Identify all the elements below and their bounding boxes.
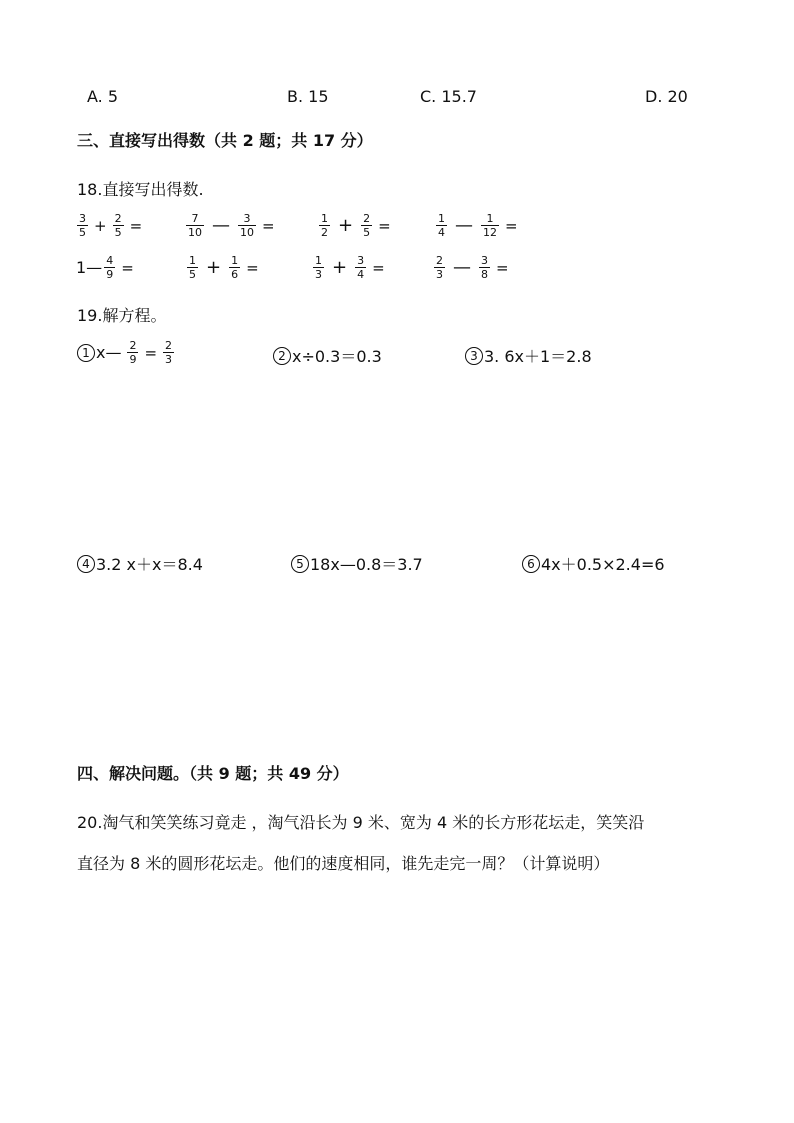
circled-number: 2 xyxy=(273,347,291,365)
denominator: 3 xyxy=(315,268,322,281)
fraction xyxy=(104,254,115,281)
fraction xyxy=(163,339,174,366)
denominator: 12 xyxy=(483,226,497,239)
denominator: 5 xyxy=(79,226,86,239)
denominator: 9 xyxy=(129,353,137,366)
numerator: 3 xyxy=(79,212,86,225)
option-c: C. 15.7 xyxy=(420,87,477,106)
denominator: 4 xyxy=(357,268,365,281)
denominator: 3 xyxy=(436,268,443,281)
q18-expr-5 xyxy=(76,254,138,281)
equation-text: 3. 6x＋1＝2.8 xyxy=(484,347,592,366)
equation-text: 4x＋0.5×2.4=6 xyxy=(541,555,665,574)
numerator: 4 xyxy=(106,254,114,267)
equation-text: x÷0.3＝0.3 xyxy=(292,347,382,366)
denominator: 5 xyxy=(189,268,196,281)
circled-number: 1 xyxy=(77,344,95,362)
equals-sign: = xyxy=(372,258,385,277)
operator: + xyxy=(94,216,107,235)
operator: + xyxy=(332,257,348,278)
equals-sign: = xyxy=(496,258,509,277)
equals-sign: = xyxy=(262,216,275,235)
operator: — xyxy=(212,215,230,236)
fraction xyxy=(187,254,198,281)
equals-sign: = xyxy=(121,258,134,277)
q18-expr-1 xyxy=(75,212,146,239)
q18-expr-7 xyxy=(311,254,389,281)
q20-line-2: 直径为 8 米的圆形花坛走。他们的速度相同，谁先走完一周？（计算说明） xyxy=(77,854,610,873)
fraction xyxy=(319,212,330,239)
q19-equation-5 xyxy=(291,552,423,575)
denominator: 6 xyxy=(231,268,239,281)
equals-sign: = xyxy=(378,216,391,235)
numerator: 3 xyxy=(243,212,251,225)
operator: — xyxy=(453,257,471,278)
numerator: 7 xyxy=(191,212,199,225)
fraction xyxy=(434,254,445,281)
circled-number: 4 xyxy=(77,555,95,573)
fraction xyxy=(355,254,366,281)
numerator: 2 xyxy=(129,339,137,352)
q19-equation-2 xyxy=(273,344,382,367)
equals-sign: = xyxy=(246,258,259,277)
fraction xyxy=(436,212,447,239)
equation-text: 3.2 x＋x＝8.4 xyxy=(96,555,203,574)
option-d: D. 20 xyxy=(645,87,688,106)
equals-sign: = xyxy=(144,343,158,362)
denominator: 8 xyxy=(481,268,488,281)
denominator: 3 xyxy=(165,353,173,366)
fraction xyxy=(186,212,204,239)
q20-line-1: 20.淘气和笑笑练习竟走 ，淘气沿长为 9 米、宽为 4 米的长方形花坛走，笑笑沿 xyxy=(77,813,645,832)
circled-number: 5 xyxy=(291,555,309,573)
fraction xyxy=(229,254,240,281)
fraction xyxy=(313,254,324,281)
denominator: 9 xyxy=(106,268,114,281)
circled-number: 3 xyxy=(465,347,483,365)
q18-expr-2 xyxy=(184,212,279,239)
operator: + xyxy=(338,215,354,236)
q18-expr-8 xyxy=(432,254,513,281)
fraction xyxy=(361,212,372,239)
q18-title: 18.直接写出得数. xyxy=(77,180,204,199)
numerator: 1 xyxy=(438,212,445,225)
numerator: 1 xyxy=(321,212,328,225)
section3-heading: 三、直接写出得数（共 2 题；共 17 分） xyxy=(77,131,373,150)
numerator: 1 xyxy=(231,254,239,267)
q18-expr-6 xyxy=(185,254,263,281)
equals-sign: = xyxy=(129,216,143,235)
numerator: 2 xyxy=(114,212,122,225)
numerator: 3 xyxy=(481,254,488,267)
circled-number: 6 xyxy=(522,555,540,573)
fraction xyxy=(479,254,490,281)
numerator: 1 xyxy=(315,254,322,267)
q18-expr-4 xyxy=(434,212,522,239)
operator: — xyxy=(455,215,473,236)
option-a: A. 5 xyxy=(87,87,119,106)
numerator: 3 xyxy=(357,254,365,267)
q18-expr-3 xyxy=(317,212,395,239)
q19-equation-4 xyxy=(77,552,203,575)
denominator: 2 xyxy=(321,226,328,239)
equals-sign: = xyxy=(505,216,518,235)
equation-text: 18x—0.8＝3.7 xyxy=(310,555,423,574)
q19-title: 19.解方程。 xyxy=(77,306,167,325)
fraction xyxy=(481,212,499,239)
numerator: 1 xyxy=(486,212,494,225)
denominator: 10 xyxy=(240,226,254,239)
numerator: 2 xyxy=(165,339,173,352)
q19-equation-3 xyxy=(465,344,592,367)
numerator: 1 xyxy=(189,254,196,267)
equation-lead: x— xyxy=(96,343,122,362)
q19-equation-6 xyxy=(522,552,665,575)
denominator: 5 xyxy=(114,226,122,239)
minuend: 1— xyxy=(76,258,103,277)
section4-heading: 四、解决问题。（共 9 题；共 49 分） xyxy=(77,764,349,783)
denominator: 5 xyxy=(363,226,371,239)
fraction xyxy=(127,339,138,366)
q19-equation-1 xyxy=(77,339,176,366)
option-b: B. 15 xyxy=(287,87,329,106)
fraction xyxy=(238,212,256,239)
numerator: 2 xyxy=(436,254,443,267)
numerator: 2 xyxy=(363,212,371,225)
fraction xyxy=(113,212,124,239)
denominator: 4 xyxy=(438,226,445,239)
denominator: 10 xyxy=(188,226,202,239)
fraction xyxy=(77,212,88,239)
operator: + xyxy=(206,257,222,278)
